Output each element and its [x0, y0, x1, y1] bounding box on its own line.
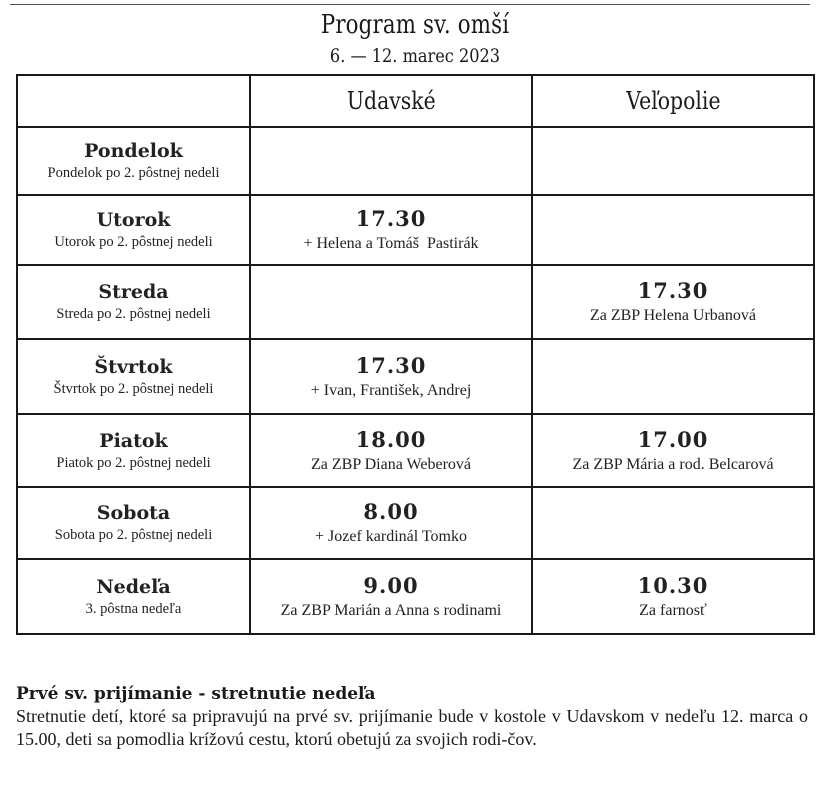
day-subtitle: Pondelok po 2. pôstnej nedeli	[47, 165, 220, 181]
day-name: Sobota	[96, 502, 171, 524]
mass-intention: Za farnosť	[639, 601, 707, 619]
day-subtitle: 3. pôstna nedeľa	[85, 600, 182, 617]
header-label: Veľopolie	[625, 87, 721, 115]
udavske-cell	[250, 559, 532, 634]
mass-intention: Za ZBP Marián a Anna s rodinami	[280, 601, 502, 619]
udavske-cell	[250, 265, 532, 339]
mass-intention: Za ZBP Mária a rod. Belcarová	[572, 455, 774, 473]
day-cell	[17, 414, 250, 487]
top-rule	[10, 4, 810, 5]
header-label: Udavské	[346, 87, 436, 115]
day-cell	[17, 127, 250, 195]
day-cell	[17, 195, 250, 265]
mass-time: 17.00	[637, 426, 709, 452]
mass-time: 8.00	[363, 499, 419, 524]
table-row	[17, 487, 814, 559]
mass-time: 10.30	[637, 572, 709, 598]
date-range: 6. — 12. marec 2023	[329, 45, 501, 67]
day-subtitle: Piatok po 2. pôstnej nedeli	[56, 454, 211, 471]
mass-intention: + Helena a Tomáš Pastirák	[303, 235, 479, 252]
table-row	[17, 127, 814, 195]
velopolie-cell	[532, 487, 814, 559]
table-header-row	[17, 75, 814, 127]
velopolie-cell	[532, 414, 814, 487]
notice-body: Stretnutie detí, ktoré sa pripravujú na prvé sv. prijímanie bude v kostole v Udavskom v nedeľu 12. marca o 15.00, deti sa pomodlia krížovú cestu, ktorú obetujú za svojich rodi-čov.	[16, 706, 808, 749]
page-title: Program sv. omší	[320, 10, 510, 40]
mass-time: 17.30	[355, 352, 427, 378]
header-velopolie	[532, 75, 814, 127]
day-subtitle: Štvrtok po 2. pôstnej nedeli	[53, 380, 214, 397]
day-name: Nedeľa	[96, 575, 171, 598]
day-name: Piatok	[99, 429, 168, 452]
day-cell	[17, 265, 250, 339]
mass-time: 17.30	[355, 206, 427, 231]
day-name: Streda	[98, 281, 169, 303]
udavske-cell	[250, 487, 532, 559]
mass-schedule-table	[16, 74, 815, 635]
udavske-cell	[250, 339, 532, 414]
velopolie-cell	[532, 195, 814, 265]
mass-intention: Za ZBP Helena Urbanová	[589, 307, 756, 324]
day-subtitle: Streda po 2. pôstnej nedeli	[56, 306, 211, 322]
day-cell	[17, 339, 250, 414]
day-cell	[17, 487, 250, 559]
table-row	[17, 559, 814, 634]
day-name: Pondelok	[84, 140, 183, 162]
velopolie-cell	[532, 339, 814, 414]
table-row	[17, 414, 814, 487]
header-udavske	[250, 75, 532, 127]
mass-time: 9.00	[363, 572, 419, 598]
notice-title: Prvé sv. prijímanie - stretnutie nedeľa	[16, 684, 376, 704]
table-row	[17, 339, 814, 414]
velopolie-cell	[532, 265, 814, 339]
header-empty-cell	[17, 75, 250, 127]
mass-time: 18.00	[355, 426, 427, 452]
udavske-cell	[250, 195, 532, 265]
mass-intention: + Jozef kardinál Tomko	[314, 528, 467, 545]
day-subtitle: Utorok po 2. pôstnej nedeli	[54, 234, 213, 250]
mass-time: 17.30	[637, 278, 709, 303]
day-cell	[17, 559, 250, 634]
udavske-cell	[250, 414, 532, 487]
day-name: Utorok	[96, 209, 171, 231]
velopolie-cell	[532, 127, 814, 195]
mass-intention: Za ZBP Diana Weberová	[311, 455, 471, 473]
day-subtitle: Sobota po 2. pôstnej nedeli	[54, 527, 213, 543]
velopolie-cell	[532, 559, 814, 634]
day-name: Štvrtok	[94, 355, 173, 378]
mass-intention: + Ivan, František, Andrej	[310, 381, 472, 399]
udavske-cell	[250, 127, 532, 195]
table-row	[17, 265, 814, 339]
table-row	[17, 195, 814, 265]
